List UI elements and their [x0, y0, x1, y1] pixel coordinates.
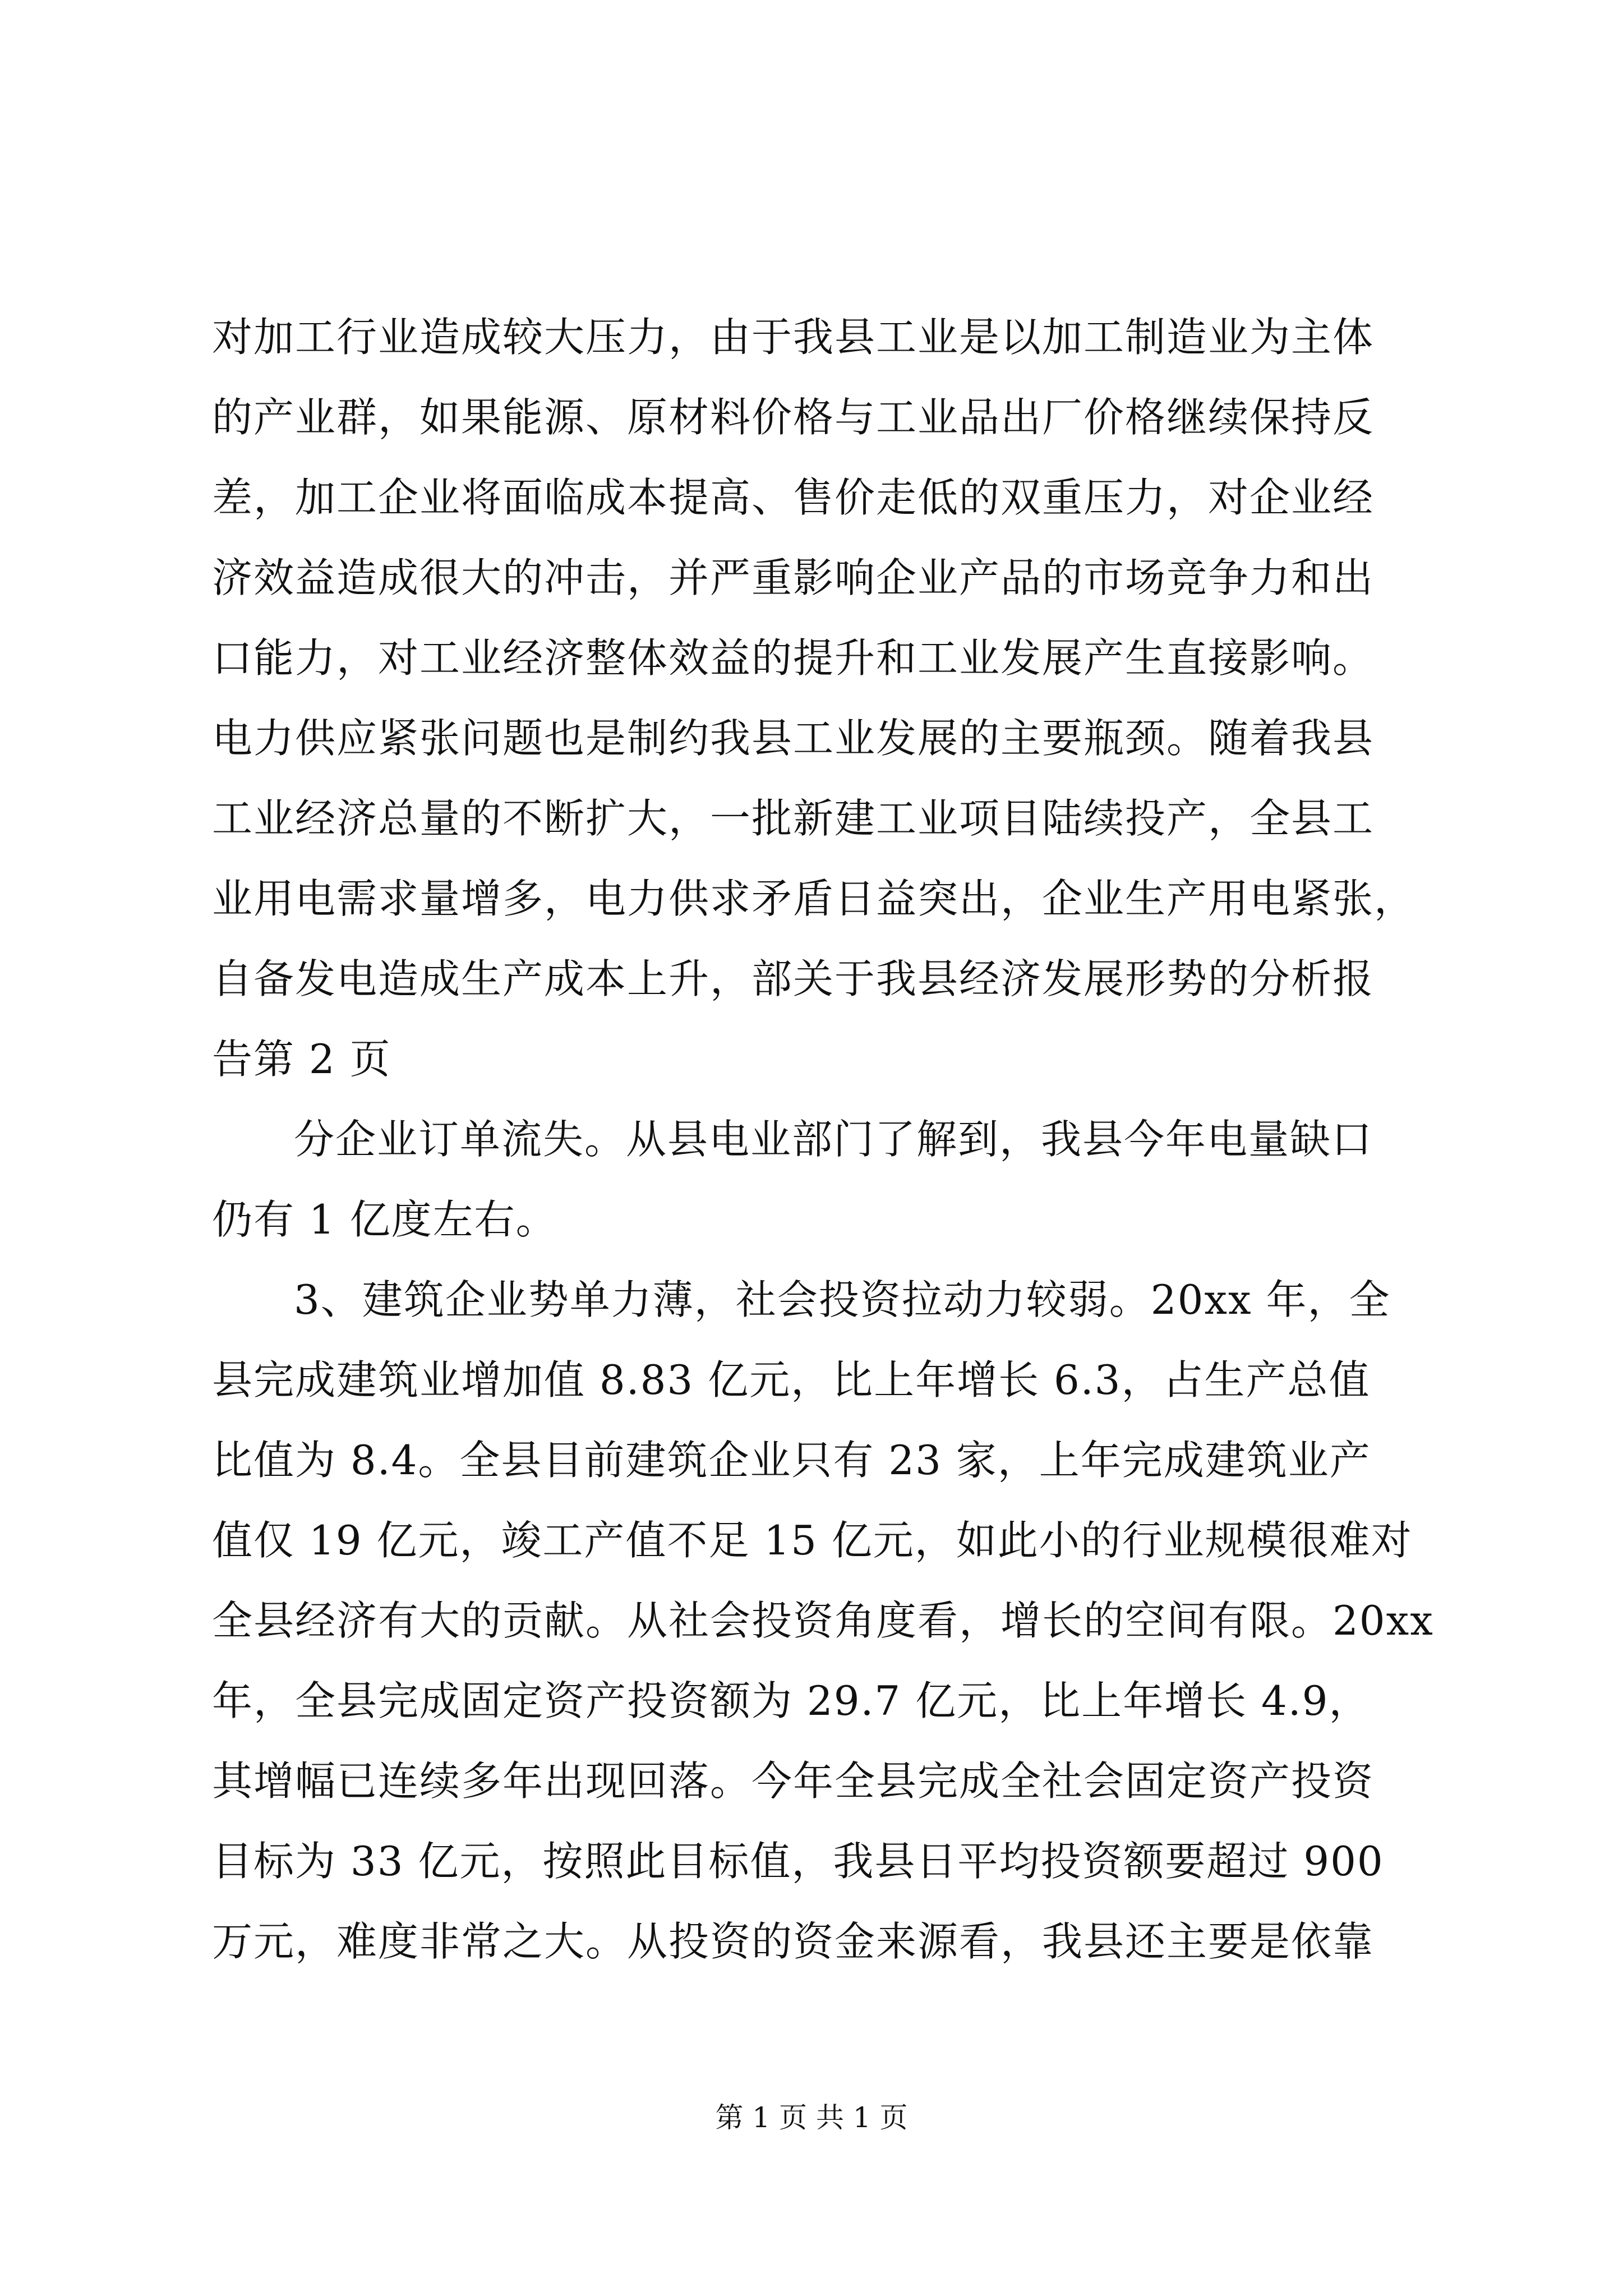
text-line: 电力供应紧张问题也是制约我县工业发展的主要瓶颈。随着我县 — [212, 715, 1375, 762]
text-line: 县完成建筑业增加值 8.83 亿元，比上年增长 6.3，占生产总值 — [212, 1356, 1371, 1404]
text-line: 目标为 33 亿元，按照此目标值，我县日平均投资额要超过 900 — [212, 1838, 1384, 1885]
text-line: 差，加工企业将面临成本提高、售价走低的双重压力，对企业经 — [212, 474, 1375, 521]
text-line: 济效益造成很大的冲击，并严重影响企业产品的市场竞争力和出 — [212, 554, 1375, 601]
text-line: 自备发电造成生产成本上升，部关于我县经济发展形势的分析报 — [212, 955, 1375, 1002]
text-line: 的产业群，如果能源、原材料价格与工业品出厂价格继续保持反 — [212, 394, 1375, 441]
text-line: 对加工行业造成较大压力，由于我县工业是以加工制造业为主体 — [212, 314, 1375, 361]
text-line: 仍有 1 亿度左右。 — [212, 1196, 557, 1243]
text-line: 其增幅已连续多年出现回落。今年全县完成全社会固定资产投资 — [212, 1757, 1375, 1805]
text-line: 比值为 8.4。全县目前建筑企业只有 23 家，上年完成建筑业产 — [212, 1437, 1371, 1484]
text-line: 全县经济有大的贡献。从社会投资角度看，增长的空间有限。20xx — [212, 1597, 1434, 1644]
text-line: 告第 2 页 — [212, 1036, 391, 1083]
paragraph-first-line: 分企业订单流失。从县电业部门了解到，我县今年电量缺口 — [294, 1116, 1373, 1163]
text-line: 年，全县完成固定资产投资额为 29.7 亿元，比上年增长 4.9， — [212, 1677, 1371, 1724]
paragraph-first-line: 3、建筑企业势单力薄，社会投资拉动力较弱。20xx 年，全 — [294, 1276, 1391, 1323]
page-footer: 第 1 页 共 1 页 — [715, 2101, 908, 2134]
text-line: 业用电需求量增多，电力供求矛盾日益突出，企业生产用电紧张， — [212, 875, 1416, 922]
text-line: 工业经济总量的不断扩大，一批新建工业项目陆续投产，全县工 — [212, 795, 1375, 842]
body-text — [212, 297, 1434, 1982]
text-line: 万元，难度非常之大。从投资的资金来源看，我县还主要是依靠 — [212, 1918, 1375, 1965]
text-line: 值仅 19 亿元，竣工产值不足 15 亿元，如此小的行业规模很难对 — [212, 1517, 1413, 1564]
text-line: 口能力，对工业经济整体效益的提升和工业发展产生直接影响。 — [212, 634, 1375, 682]
